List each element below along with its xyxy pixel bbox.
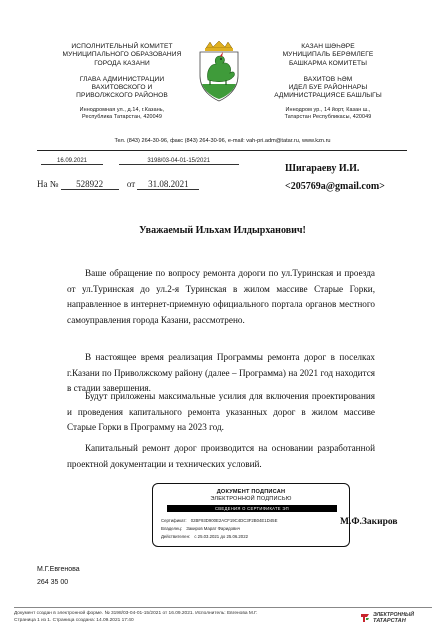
header-right-line4: ВАХИТОВ ҺӘМ [303,75,353,83]
addressee-name: Шигараеву И.И. [285,163,360,174]
stamp-title1: ДОКУМЕНТ ПОДПИСАН [216,489,286,495]
outgoing-date: 16.09.2021 [41,158,103,165]
incoming-ot-label: от [126,179,136,189]
header-left-addr2: Республика Татарстан, 420049 [82,113,162,120]
header-left-line2: МУНИЦИПАЛЬНОГО ОБРАЗОВАНИЯ [62,51,182,59]
addressee-email[interactable]: <205769a@gmail.com> [285,181,385,192]
brand-line2: ТАТАРСТАН [373,618,406,624]
incoming-number: 528922 [61,179,119,190]
header-right-line2: МУНИЦИПАЛЬ БЕРӘМЛЕГЕ [282,51,374,59]
stamp-cert-label: Сертификат: [161,518,187,523]
stamp-cert-line [161,518,277,523]
outgoing-ref [41,158,239,165]
incoming-ref [37,179,199,190]
brand-line1: ЭЛЕКТРОННЫЙ [373,612,414,618]
footer-line1: Документ создан в электронной форме. № 3198/03-04-01-15/2021 от 16.09.2021. Исполнитель: Евгенова М.Г. [14,611,258,616]
tatarstan-logo-icon [360,612,370,623]
kazan-crest-icon [196,40,242,102]
contacts-line: Тел. (843) 264-30-96, факс (843) 264-30-96, e-mail: vah-pri.adm@tatar.ru, www.kzn.ru [114,138,331,144]
header-left-addr1: Иннодромная ул., д.14, г.Казань, [79,106,165,113]
header-right-line3: БАШКАРМА КОМИТЕТЫ [288,59,368,67]
header-right [248,43,408,121]
footer-divider [14,607,432,608]
stamp-owner-label: Владелец: [161,526,183,531]
incoming-date: 31.08.2021 [137,179,199,190]
header-left-line3: ГОРОДА КАЗАНИ [94,59,150,67]
signer-name: М.Ф.Закиров [340,517,398,527]
footer-line2: Страница 1 из 1. Страница создана: 14.09.2021 17:40 [14,618,134,623]
header-right-line5: ИДЕЛ БУЕ РАЙОННАРЫ [288,84,368,92]
header-divider [37,150,407,151]
outgoing-number: 3198/03-04-01-15/2021 [119,158,239,165]
stamp-valid-value: с 25.03.2021 до 25.06.2022 [194,534,248,539]
salutation: Уважаемый Ильхам Илдырханович! [139,225,306,236]
header-right-line1: КАЗАН ШӘҺӘРЕ [301,43,355,50]
header-right-line6: АДМИНИСТРАЦИЯСЕ БАШЛЫГЫ [274,92,382,100]
stamp-owner-line [161,526,240,531]
header-left [42,43,202,121]
header-left-line6: ПРИВОЛЖСКОГО РАЙОНОВ [76,92,168,100]
body-paragraph: Ваше обращение по вопросу ремонта дороги по ул.Туринская и проезда от ул.Туринская до ул.2-я Туринская в жилом массиве Старые Горки, направленное в интернет-приемную официального портала органов местного самоуправления города Казани, рассмотрено. [67,268,375,325]
e-signature-stamp [152,483,350,547]
stamp-owner-value: Закиров Марат Фаридович [186,526,240,531]
incoming-na-label: На № [37,179,59,189]
body-paragraph: В настоящее время реализация Программы ремонта дорог в поселках г.Казани по Приволжскому району (далее – Программа) на 2021 год находится в стадии завершения. [67,352,375,393]
body-paragraph: Будут приложены максимальные усилия для включения проектирования и проведения капитального ремонта указанных дорог в жилом массиве Старые Горки в Программу на 2023 год. [67,391,375,432]
header-left-line5: ВАХИТОВСКОГО И [91,84,153,92]
header-left-line1: ИСПОЛНИТЕЛЬНЫЙ КОМИТЕТ [71,43,173,50]
executor-phone: 264 35 00 [37,579,69,586]
stamp-cert-bar: СВЕДЕНИЯ О СЕРТИФИКАТЕ ЭП [167,505,337,512]
body-paragraph: Капитальный ремонт дорог производится на основании разработанной проектной документации и технических условий. [67,443,375,469]
header-left-line4: ГЛАВА АДМИНИСТРАЦИИ [79,75,165,83]
stamp-title2: ЭЛЕКТРОННОЙ ПОДПИСЬЮ [210,496,292,502]
executor-name: М.Г.Евгенова [37,566,80,573]
stamp-valid-label: Действителен: [161,534,191,539]
stamp-valid-line [161,534,248,539]
header-right-addr1: Иннодром ур., 14 йорт, Казан ш., [285,106,371,113]
electronic-tatarstan-logo [360,611,430,625]
header-right-addr2: Татарстан Республикасы, 420049 [284,113,372,120]
stamp-cert-value: 02BF93D900E2ACF19C4DC3F2B04E1D45E [190,518,278,523]
